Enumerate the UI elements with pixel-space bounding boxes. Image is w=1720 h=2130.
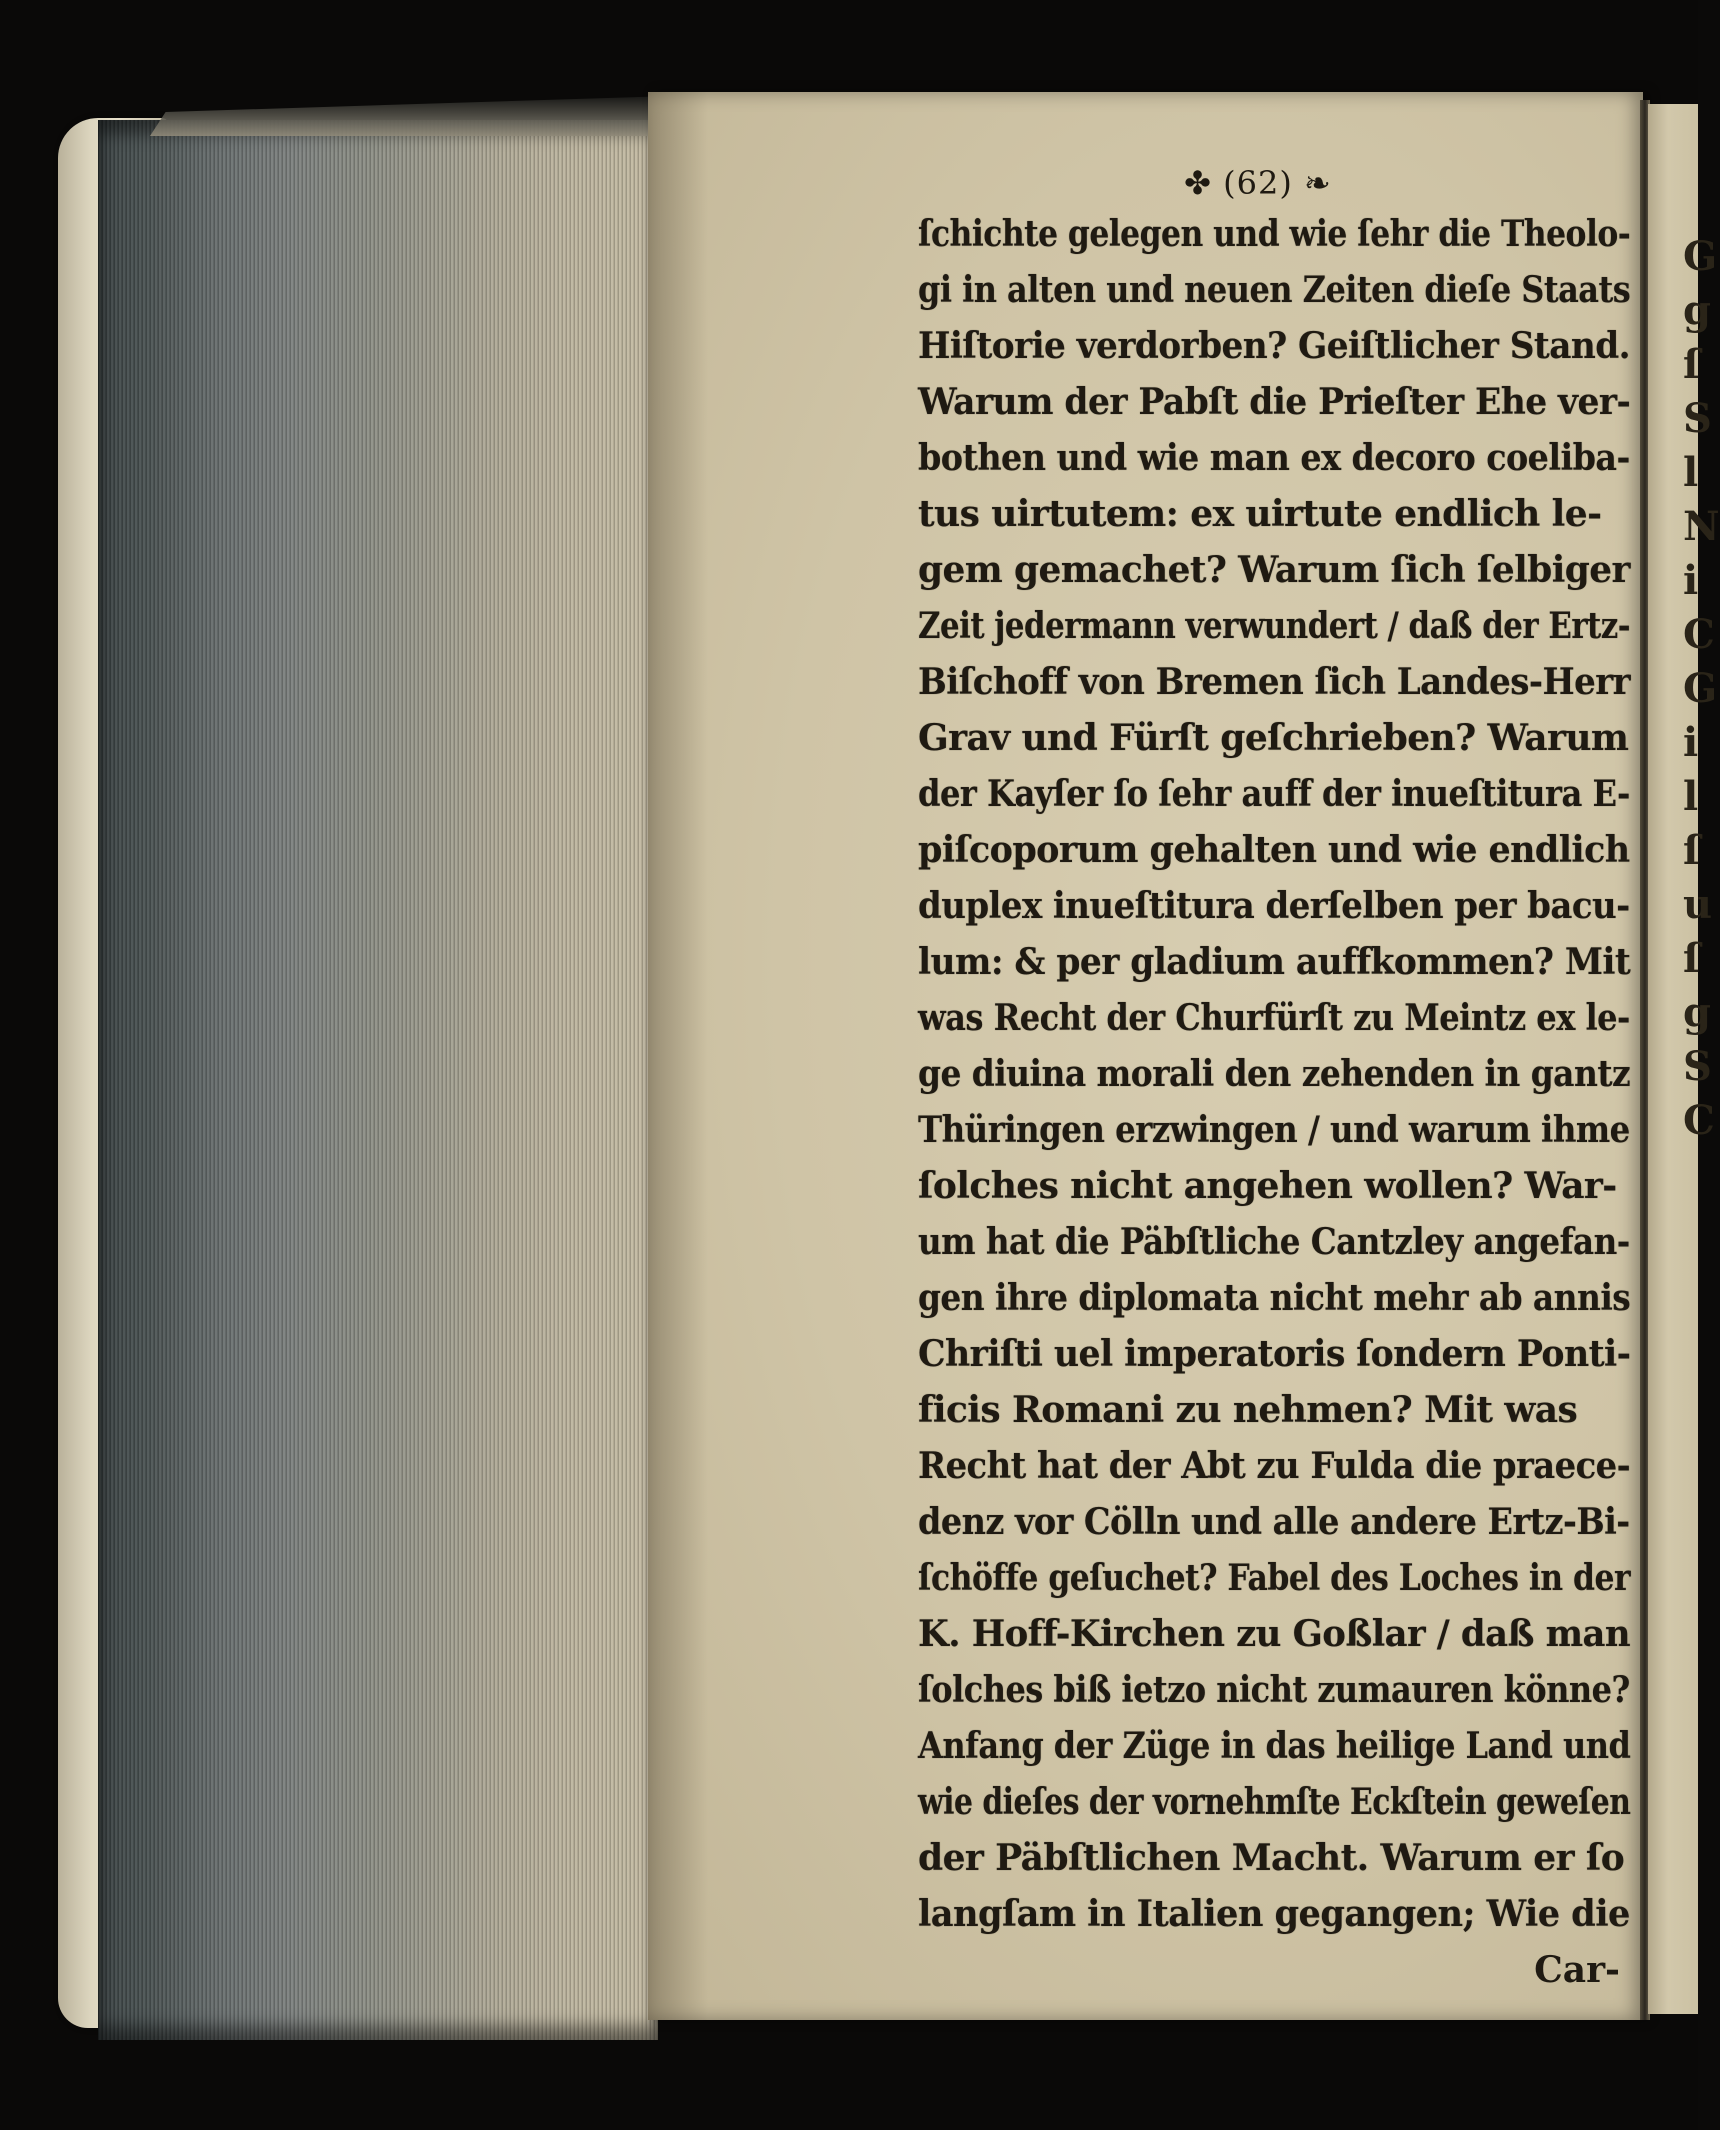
ornament-right-icon: ❧ — [1304, 164, 1332, 202]
text-line: piſcoporum gehalten und wie endlich — [918, 829, 1630, 871]
text-line: langſam in Italien gegangen; Wie die — [918, 1893, 1630, 1935]
text-line: wie dieſes der vornehmſte Eckſtein geweſen — [918, 1781, 1631, 1823]
text-line: ſchöffe geſuchet? Fabel des Loches in der — [918, 1557, 1631, 1599]
text-line: gem gemachet? Warum ſich ſelbiger — [918, 549, 1630, 591]
text-lines — [918, 206, 1630, 1942]
text-line: was Recht der Churfürſt zu Meintz ex le- — [918, 997, 1630, 1039]
text-line: Recht hat der Abt zu Fulda die praece- — [918, 1445, 1631, 1487]
text-line: Warum der Pabſt die Prieſter Ehe ver- — [918, 381, 1631, 423]
text-line: der Päbſtlichen Macht. Warum er ſo — [918, 1837, 1625, 1879]
text-line: tus uirtutem: ex uirtute endlich le- — [918, 493, 1602, 535]
facing-page-text: G g ſ S l N i C G i l ſ u ſ g S C — [1683, 233, 1720, 1144]
text-line: Thüringen erzwingen / und warum ihme — [918, 1109, 1630, 1151]
text-line: ſolches biß ietzo nicht zumauren könne? — [918, 1669, 1630, 1711]
text-line: gen ihre diplomata nicht mehr ab annis — [918, 1277, 1631, 1319]
text-line: ficis Romani zu nehmen? Mit was — [918, 1389, 1578, 1431]
page-text-block — [918, 160, 1630, 1998]
text-line: bothen und wie man ex decoro coeliba- — [918, 437, 1630, 479]
page-number: (62) — [1223, 164, 1293, 202]
page-edges — [98, 120, 658, 2040]
text-line: Chriſti uel imperatoris ſondern Ponti- — [918, 1333, 1631, 1375]
text-line: ſolches nicht angehen wollen? War- — [918, 1165, 1617, 1207]
text-line: Zeit jedermann verwundert / daß der Ertz- — [918, 605, 1631, 647]
text-line: ſchichte gelegen und wie ſehr die Theolo- — [918, 213, 1631, 255]
text-line: Biſchoff von Bremen ſich Landes-Herr — [918, 661, 1630, 703]
text-line: Grav und Fürſt geſchrieben? Warum — [918, 717, 1629, 759]
page-gutter-shadow — [648, 92, 708, 2020]
catchword: Car- — [1534, 1949, 1620, 1991]
text-line: um hat die Päbſtliche Cantzley angefan- — [918, 1221, 1630, 1263]
text-line: gi in alten und neuen Zeiten dieſe Staats — [918, 269, 1631, 311]
text-line: ge diuina morali den zehenden in gantz — [918, 1053, 1631, 1095]
text-line: Hiſtorie verdorben? Geiſtlicher Stand. — [918, 325, 1631, 367]
text-line: denz vor Cölln und alle andere Ertz-Bi- — [918, 1501, 1630, 1543]
text-line: K. Hoff-Kirchen zu Goßlar / daß man — [918, 1613, 1631, 1655]
text-line: Anfang der Züge in das heilige Land und — [918, 1725, 1631, 1767]
text-line: duplex inueſtitura derſelben per bacu- — [918, 885, 1630, 927]
page-header — [1128, 160, 1388, 206]
page-edges-top — [150, 96, 670, 136]
text-line: der Kayſer ſo ſehr auff der inueſtitura E- — [918, 773, 1630, 815]
ornament-left-icon: ✤ — [1184, 164, 1212, 202]
text-line: lum: & per gladium auffkommen? Mit — [918, 941, 1631, 983]
